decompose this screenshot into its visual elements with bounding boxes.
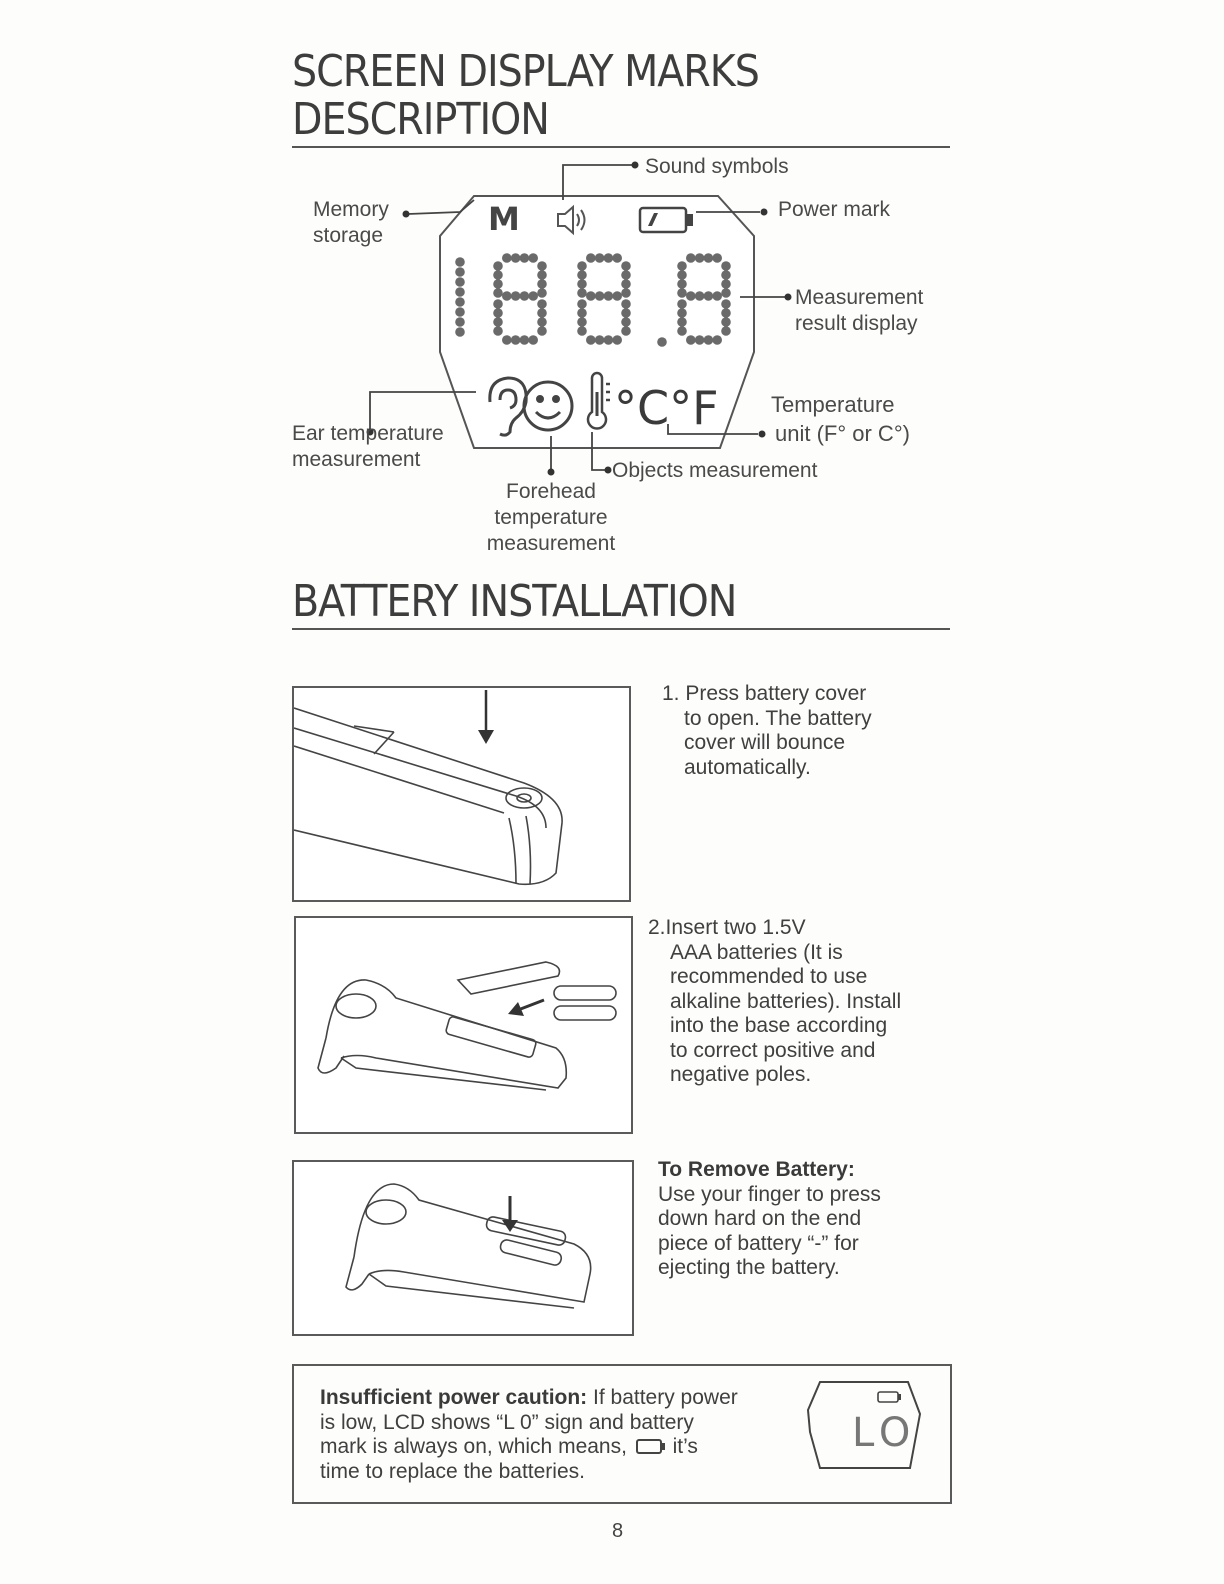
title-line-1: SCREEN DISPLAY MARKS [292, 46, 759, 97]
step-1-text [662, 682, 872, 780]
lcd-dot [577, 261, 587, 271]
label-forehead-temperature [478, 479, 624, 557]
label-temp-unit-line2: unit (F° or C°) [775, 421, 910, 446]
label-memory-storage [313, 197, 389, 249]
lcd-dot [721, 270, 731, 280]
title-line-2: DESCRIPTION [292, 94, 549, 145]
low-battery-lcd-text: LO [852, 1410, 917, 1456]
label-temperature-unit [771, 390, 910, 448]
label-objects-measurement: Objects measurement [612, 459, 818, 482]
lcd-dot [586, 253, 596, 263]
label-forehead-line1: Forehead [506, 480, 596, 503]
lcd-dot [721, 279, 731, 289]
lcd-dot [520, 291, 530, 301]
lcd-dot [704, 253, 714, 263]
section-title-battery: BATTERY INSTALLATION [292, 576, 737, 627]
lcd-dot [586, 335, 596, 345]
lcd-dot [493, 288, 503, 298]
lcd-dot [511, 335, 521, 345]
step-2-line1: 2.Insert two 1.5V [648, 916, 806, 939]
lcd-dot [493, 326, 503, 336]
lcd-dot [704, 335, 714, 345]
lcd-dot [695, 253, 705, 263]
lcd-dot [721, 326, 731, 336]
temperature-unit-text: °C°F [614, 381, 719, 435]
lcd-dot [537, 261, 547, 271]
lcd-dot [621, 317, 631, 327]
lcd-dot [455, 287, 465, 297]
lcd-dot [455, 267, 465, 277]
battery-removal-illustration [294, 1162, 632, 1334]
lcd-dot [595, 291, 605, 301]
lcd-dot [677, 326, 687, 336]
lcd-dot [502, 253, 512, 263]
lcd-dot [612, 335, 622, 345]
insert-arrow-icon [508, 1000, 544, 1016]
lcd-dot [528, 291, 538, 301]
caution-line1: Insufficient power caution: If battery power [320, 1386, 738, 1409]
lcd-dot [537, 270, 547, 280]
lcd-dot [721, 317, 731, 327]
lcd-dot [595, 253, 605, 263]
lcd-dot [621, 279, 631, 289]
lcd-dot [493, 299, 503, 309]
lcd-dot [612, 253, 622, 263]
lcd-dot [604, 291, 614, 301]
low-battery-lcd [804, 1380, 924, 1484]
caution-line3: mark is always on, which means, it’s [320, 1435, 698, 1458]
label-ear-line1: Ear temperature [292, 422, 444, 445]
label-power-mark: Power mark [778, 198, 891, 221]
lcd-dot [677, 261, 687, 271]
caution-text [320, 1386, 790, 1484]
lcd-dot [577, 308, 587, 318]
lcd-dot [612, 291, 622, 301]
step-2-text [648, 916, 901, 1088]
lcd-dot [455, 297, 465, 307]
lcd-dot [493, 270, 503, 280]
lcd-dot [537, 317, 547, 327]
lcd-dot [577, 279, 587, 289]
label-memory-line1: Memory [313, 198, 389, 221]
step-1-line1: 1. Press battery cover [662, 682, 867, 705]
step-1-number: 1. [662, 682, 680, 705]
lcd-dot [493, 279, 503, 289]
lcd-dot [721, 299, 731, 309]
down-arrow-icon [478, 690, 494, 744]
lcd-dot [712, 335, 722, 345]
lcd-dot [677, 299, 687, 309]
label-measurement-line1: Measurement [795, 286, 924, 309]
lcd-dot [686, 335, 696, 345]
lcd-dot [502, 335, 512, 345]
lcd-dot [577, 299, 587, 309]
lcd-dot [677, 317, 687, 327]
lcd-dot [455, 277, 465, 287]
lcd-dot [537, 326, 547, 336]
lcd-dot [520, 253, 530, 263]
remove-line1: Use your finger to press [658, 1182, 881, 1206]
lcd-dot [528, 253, 538, 263]
remove-line3: piece of battery “-” for [658, 1231, 859, 1255]
step-2-line6: to correct positive and [670, 1038, 876, 1062]
label-measurement-line2: result display [795, 312, 918, 335]
step-2-line3: recommended to use [670, 965, 868, 988]
lcd-dot [595, 335, 605, 345]
lcd-dot [621, 270, 631, 280]
label-sound-symbols: Sound symbols [645, 155, 789, 178]
lcd-dot [621, 326, 631, 336]
remove-line2: down hard on the end [658, 1207, 862, 1230]
step-2-line7: negative poles. [670, 1063, 812, 1086]
lcd-dot [721, 308, 731, 318]
figure-remove-battery [292, 1160, 634, 1336]
label-forehead-line2: temperature [494, 506, 608, 529]
step-1-line3: cover will bounce [684, 731, 846, 754]
battery-title-divider [292, 628, 950, 630]
label-memory-line2: storage [313, 224, 384, 247]
lcd-dot [528, 335, 538, 345]
lcd-dot [677, 308, 687, 318]
lcd-dot [712, 291, 722, 301]
caution-line2: is low, LCD shows “L 0” sign and battery [320, 1410, 694, 1434]
label-forehead-line3: measurement [486, 532, 616, 555]
lcd-dot [502, 291, 512, 301]
lcd-dot [621, 299, 631, 309]
lcd-dot [537, 288, 547, 298]
remove-battery-text [658, 1158, 881, 1281]
battery-compartment-illustration [296, 918, 631, 1132]
lcd-dot [493, 261, 503, 271]
lcd-dot [511, 253, 521, 263]
step-2-number: 2. [648, 916, 666, 939]
lcd-dot [721, 288, 731, 298]
lcd-dot [621, 261, 631, 271]
lcd-dot [493, 308, 503, 318]
lcd-dot [586, 291, 596, 301]
step-2-line4: alkaline batteries). Install [670, 989, 902, 1013]
lcd-dot [695, 291, 705, 301]
lcd-dot [695, 335, 705, 345]
lcd-dot [677, 288, 687, 298]
label-measurement-result [795, 285, 923, 337]
step-2-line2: AAA batteries (It is [670, 940, 843, 964]
figure-open-cover [292, 686, 631, 902]
lcd-dot [577, 270, 587, 280]
step-1-line4: automatically. [684, 755, 811, 779]
label-ear-line2: measurement [292, 448, 421, 471]
lcd-dot [455, 327, 465, 337]
lcd-dot [677, 279, 687, 289]
memory-mark: M [488, 200, 520, 238]
step-2-line5: into the base according [670, 1014, 888, 1037]
lcd-dot [704, 291, 714, 301]
remove-battery-heading: To Remove Battery: [658, 1158, 855, 1181]
lcd-dot [621, 288, 631, 298]
lcd-dot [511, 291, 521, 301]
lcd-dot [455, 317, 465, 327]
lcd-dot [604, 253, 614, 263]
lcd-dot [686, 253, 696, 263]
caution-box [292, 1364, 952, 1504]
lcd-dot [712, 253, 722, 263]
lcd-dot [520, 335, 530, 345]
lcd-dot [537, 279, 547, 289]
remove-line4: ejecting the battery. [658, 1256, 840, 1279]
lcd-dot [537, 299, 547, 309]
caution-line4: time to replace the batteries. [320, 1459, 585, 1483]
thermometer-top-view-illustration [294, 688, 629, 900]
figure-insert-batteries [294, 916, 633, 1134]
step-1-line2: to open. The battery [684, 706, 872, 730]
lcd-dot [577, 317, 587, 327]
lcd-dot [577, 326, 587, 336]
battery-icon [633, 1438, 667, 1456]
caution-heading: Insufficient power caution: [320, 1386, 588, 1409]
page-number: 8 [612, 1520, 624, 1542]
lcd-dot [621, 308, 631, 318]
lcd-dot [455, 257, 465, 267]
lcd-dot [455, 307, 465, 317]
lcd-dot [721, 261, 731, 271]
lcd-dot [686, 291, 696, 301]
lcd-dot [604, 335, 614, 345]
lcd-dot [657, 337, 667, 347]
lcd-dot [537, 308, 547, 318]
label-ear-temperature [292, 421, 444, 473]
lcd-dot [493, 317, 503, 327]
label-temp-unit-line1: Temperature [771, 392, 895, 417]
lcd-dot [677, 270, 687, 280]
lcd-dot [577, 288, 587, 298]
